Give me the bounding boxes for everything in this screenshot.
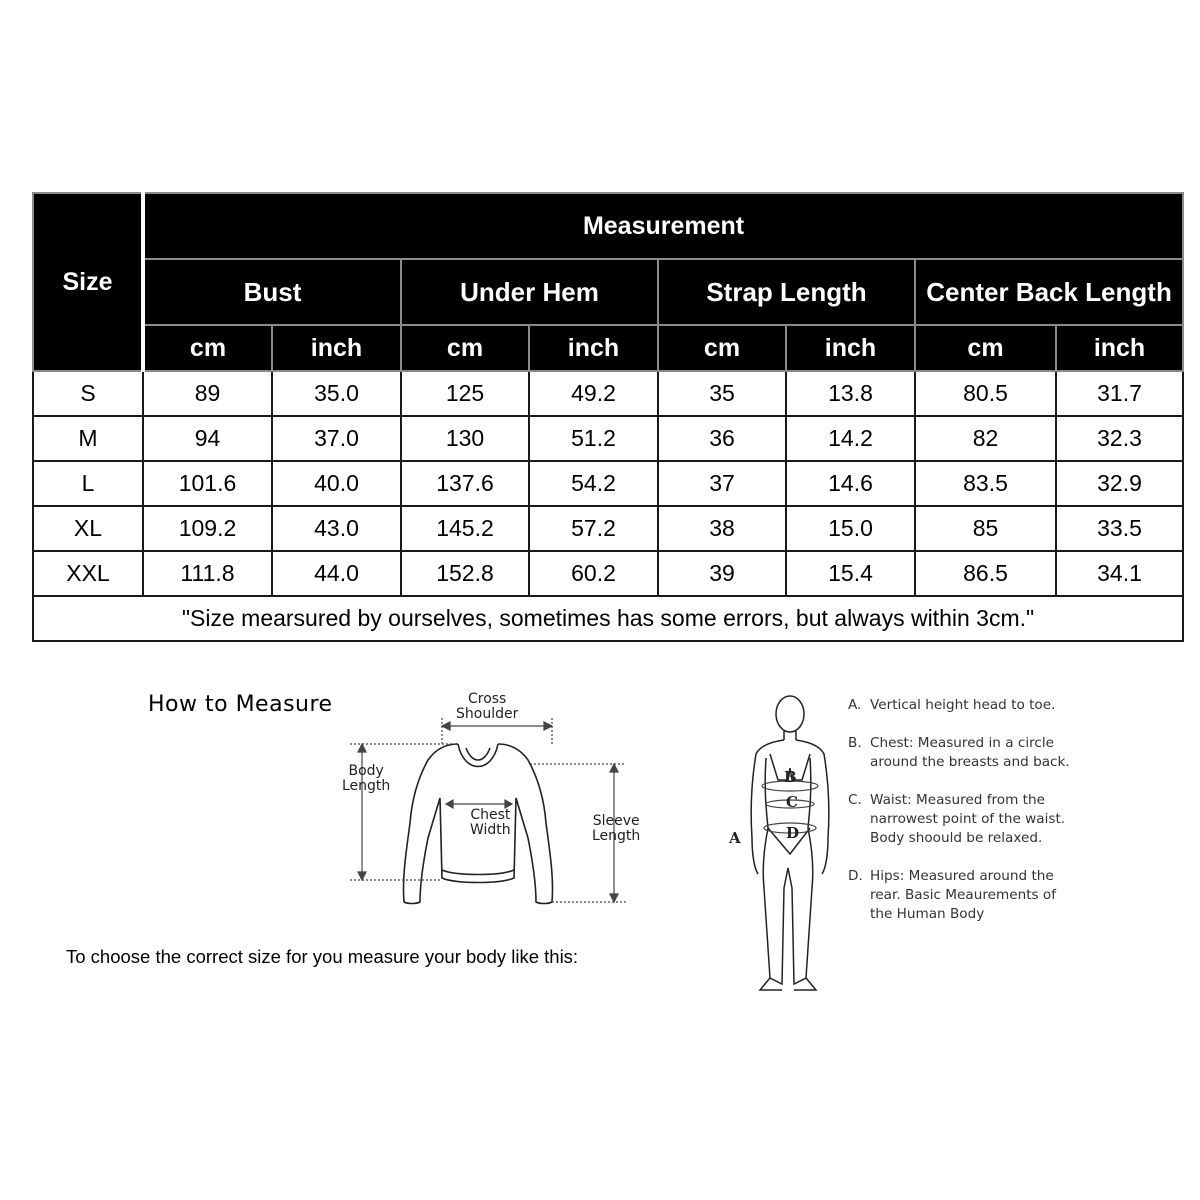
- table-cell: 14.2: [786, 416, 915, 461]
- table-cell: 86.5: [915, 551, 1056, 596]
- group-header-center-back-length: Center Back Length: [915, 259, 1183, 325]
- table-cell: 109.2: [143, 506, 272, 551]
- measurement-notes: [848, 696, 1078, 943]
- body-letter-c: C: [786, 793, 798, 811]
- table-cell: 43.0: [272, 506, 401, 551]
- note-letter: D.: [848, 868, 863, 884]
- size-note: "Size mearsured by ourselves, sometimes has some errors, but always within 3cm.": [33, 596, 1183, 641]
- table-cell: 34.1: [1056, 551, 1183, 596]
- group-header-bust: Bust: [143, 259, 401, 325]
- note-letter: A.: [848, 697, 862, 713]
- size-cell: S: [33, 371, 143, 416]
- measurement-header: Measurement: [143, 193, 1183, 259]
- table-cell: 37: [658, 461, 786, 506]
- table-cell: 111.8: [143, 551, 272, 596]
- table-cell: 40.0: [272, 461, 401, 506]
- note-letter: C.: [848, 792, 862, 808]
- body-letter-d: D: [786, 824, 800, 842]
- body-letter-a: A: [729, 829, 741, 847]
- size-cell: M: [33, 416, 143, 461]
- table-cell: 130: [401, 416, 529, 461]
- table-row: [33, 371, 1183, 416]
- group-header-strap-length: Strap Length: [658, 259, 915, 325]
- table-cell: 35: [658, 371, 786, 416]
- table-row: [33, 551, 1183, 596]
- unit-header: inch: [529, 325, 658, 371]
- group-header-under-hem: Under Hem: [401, 259, 658, 325]
- note-letter: B.: [848, 735, 862, 751]
- chest-width-label: Chest Width: [470, 807, 511, 838]
- table-cell: 15.0: [786, 506, 915, 551]
- table-cell: 14.6: [786, 461, 915, 506]
- table-cell: 54.2: [529, 461, 658, 506]
- table-cell: 94: [143, 416, 272, 461]
- size-cell: XXL: [33, 551, 143, 596]
- note-text: Chest: Measured in a circle around the breasts and back.: [870, 735, 1070, 770]
- table-row: [33, 506, 1183, 551]
- size-cell: L: [33, 461, 143, 506]
- measure-instruction: To choose the correct size for you measure your body like this:: [66, 946, 579, 967]
- table-cell: 145.2: [401, 506, 529, 551]
- table-cell: 38: [658, 506, 786, 551]
- table-cell: 35.0: [272, 371, 401, 416]
- table-cell: 57.2: [529, 506, 658, 551]
- table-cell: 32.9: [1056, 461, 1183, 506]
- table-cell: 37.0: [272, 416, 401, 461]
- table-cell: 31.7: [1056, 371, 1183, 416]
- size-cell: XL: [33, 506, 143, 551]
- body-figure-illustration: [730, 688, 840, 1008]
- jacket-diagram-illustration: [330, 688, 660, 918]
- table-cell: 36: [658, 416, 786, 461]
- table-cell: 89: [143, 371, 272, 416]
- unit-header: inch: [786, 325, 915, 371]
- table-cell: 39: [658, 551, 786, 596]
- table-cell: 83.5: [915, 461, 1056, 506]
- table-cell: 13.8: [786, 371, 915, 416]
- size-chart-table: [32, 192, 1184, 642]
- unit-header: cm: [915, 325, 1056, 371]
- how-to-measure-title: How to Measure: [148, 692, 333, 717]
- table-cell: 51.2: [529, 416, 658, 461]
- note-row: [33, 596, 1183, 641]
- table-row: [33, 416, 1183, 461]
- table-cell: 152.8: [401, 551, 529, 596]
- unit-header: cm: [401, 325, 529, 371]
- note-item: [848, 867, 1078, 924]
- unit-header: cm: [658, 325, 786, 371]
- table-cell: 125: [401, 371, 529, 416]
- table-cell: 33.5: [1056, 506, 1183, 551]
- table-cell: 82: [915, 416, 1056, 461]
- note-item: [848, 696, 1078, 715]
- note-item: [848, 734, 1078, 772]
- size-header: Size: [33, 193, 143, 371]
- table-cell: 32.3: [1056, 416, 1183, 461]
- unit-header: inch: [1056, 325, 1183, 371]
- table-cell: 44.0: [272, 551, 401, 596]
- unit-header: inch: [272, 325, 401, 371]
- table-cell: 137.6: [401, 461, 529, 506]
- table-cell: 101.6: [143, 461, 272, 506]
- note-item: [848, 791, 1078, 848]
- note-text: Waist: Measured from the narrowest point of the waist. Body shoould be relaxed.: [870, 792, 1066, 846]
- unit-header: cm: [143, 325, 272, 371]
- note-text: Hips: Measured around the rear. Basic Meaurements of the Human Body: [870, 868, 1057, 922]
- table-cell: 49.2: [529, 371, 658, 416]
- table-cell: 85: [915, 506, 1056, 551]
- body-letter-b: B: [784, 768, 797, 786]
- table-row: [33, 461, 1183, 506]
- body-length-label: Body Length: [342, 763, 391, 794]
- table-cell: 15.4: [786, 551, 915, 596]
- cross-shoulder-label: Cross Shoulder: [456, 691, 519, 722]
- sleeve-length-label: Sleeve Length: [592, 813, 641, 844]
- table-cell: 80.5: [915, 371, 1056, 416]
- table-cell: 60.2: [529, 551, 658, 596]
- note-text: Vertical height head to toe.: [870, 697, 1056, 713]
